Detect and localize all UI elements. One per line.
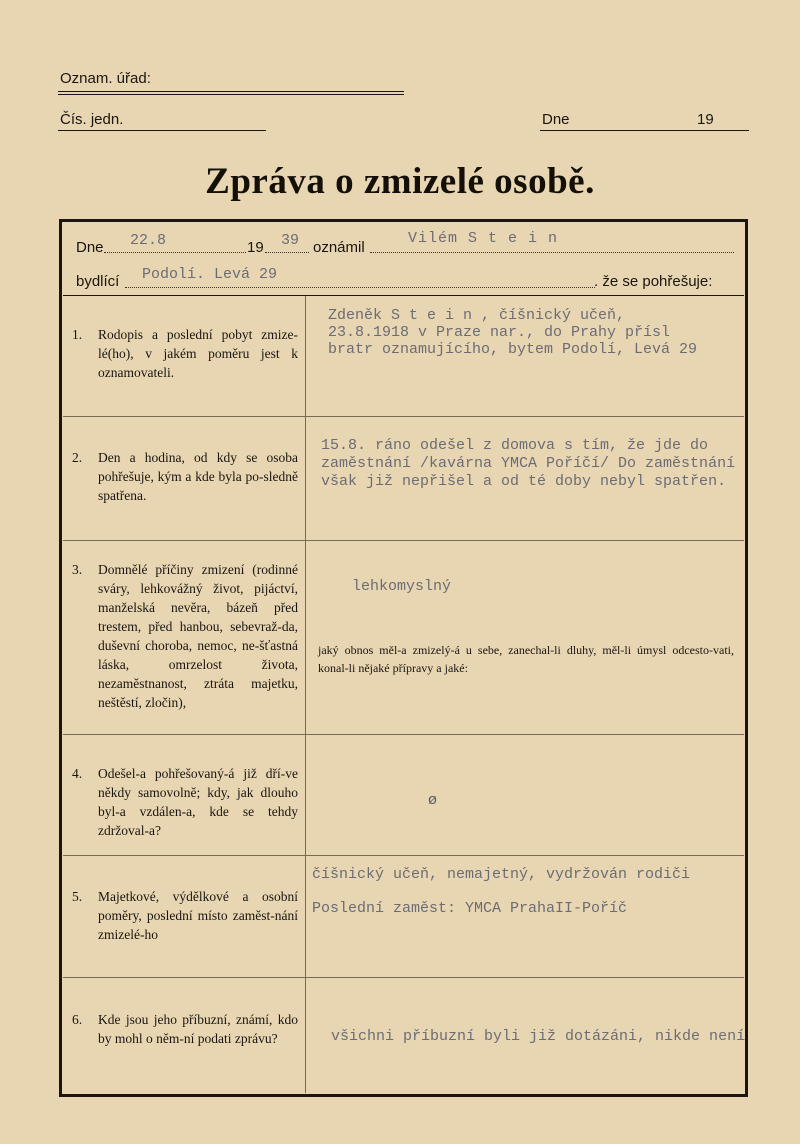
report-date-label: Dne	[76, 239, 104, 256]
residence-label: bydlící	[76, 273, 120, 290]
missing-label: . že se pohřešuje:	[594, 273, 713, 290]
report-year-prefix: 19	[247, 239, 264, 256]
question-5-text: Majetkové, výdělkové a osobní poměry, poslední místo zaměst-nání zmizelé-ho	[98, 889, 298, 942]
table-top-rule	[63, 295, 744, 296]
question-5-number: 5.	[72, 889, 83, 904]
question-6-text: Kde jsou jeho příbuzní, známí, kdo by mohl o něm-ní podati zprávu?	[98, 1012, 298, 1046]
office-rule-top	[58, 91, 404, 92]
answer-4: ø	[428, 792, 438, 809]
report-year-dots	[265, 252, 309, 253]
answer-6: všichni příbuzní byli již dotázáni, nikde není	[331, 1028, 746, 1045]
reporter-dots	[370, 252, 734, 253]
reporter-label: oznámil	[313, 239, 365, 256]
subquestion-3: jaký obnos měl-a zmizelý-á u sebe, zanechal-li dluhy, měl-li úmysl odcesto-vati, konal-li nějaké přípravy a jaké:	[318, 643, 734, 675]
office-rule-bottom	[58, 94, 404, 95]
residence-value: Podolí. Levá 29	[142, 266, 278, 283]
question-1-text: Rodopis a poslední pobyt zmize-lé(ho), v jakém poměru jest k oznamovateli.	[98, 327, 298, 380]
answer-5-line-2: Poslední zaměst: YMCA PrahaII-Poříč	[312, 900, 628, 917]
answer-1-line-1: Zdeněk S t e i n , číšnický učeň,	[328, 307, 626, 324]
question-6-number: 6.	[72, 1012, 83, 1027]
residence-dots	[125, 287, 595, 288]
question-3-number: 3.	[72, 562, 83, 577]
row-divider-4	[63, 855, 744, 856]
page-title: Zpráva o zmizelé osobě.	[205, 161, 595, 202]
question-4-number: 4.	[72, 766, 83, 781]
report-date-dots	[104, 252, 246, 253]
report-year-value: 39	[281, 232, 300, 249]
row-divider-5	[63, 977, 744, 978]
header-year-prefix: 19	[697, 111, 714, 128]
answer-1-line-3: bratr oznamujícího, bytem Podolí, Levá 29	[328, 341, 698, 358]
answer-3: lehkomyslný	[352, 578, 452, 595]
question-4-text: Odešel-a pohřešovaný-á již dří-ve někdy samovolně; kdy, jak dlouho byl-a vzdálen-a, kde se tehdy zdržoval-a?	[98, 766, 298, 838]
question-3-text: Domnělé příčiny zmizení (rodinné sváry, lehkovážný život, pijáctví, manželská nevěra, bázeň před trestem, před hanbou, sebevraž-da, duševní choroba, nemoc, ne-šťastná láska, omrzelost života, nezaměstnanost, ztráta majetku, neštěstí, zločin),	[98, 562, 298, 710]
row-divider-3	[63, 734, 744, 735]
question-2-number: 2.	[72, 450, 83, 465]
ref-rule	[58, 130, 266, 131]
header-date-label: Dne	[542, 111, 570, 128]
ref-label: Čís. jedn.	[60, 111, 124, 128]
reporter-value: Vilém S t e i n	[408, 230, 559, 247]
row-divider-1	[63, 416, 744, 417]
answer-1-line-2: 23.8.1918 v Praze nar., do Prahy přísl	[328, 324, 671, 341]
answer-5-line-1: číšnický učeň, nemajetný, vydržován rodiči	[312, 866, 691, 883]
report-date-value: 22.8	[130, 232, 167, 249]
answer-2-line-3: však již nepřišel a od té doby nebyl spatřen.	[321, 473, 727, 490]
answer-2-line-1: 15.8. ráno odešel z domova s tím, že jde do	[321, 437, 709, 454]
office-label: Oznam. úřad:	[60, 70, 151, 87]
header-date-rule	[540, 130, 749, 131]
question-2-text: Den a hodina, od kdy se osoba pohřešuje, kým a kde byla po-sledně spatřena.	[98, 450, 298, 503]
answer-2-line-2: zaměstnání /kavárna YMCA Poříčí/ Do zaměstnání	[321, 455, 736, 472]
question-1-number: 1.	[72, 327, 83, 342]
row-divider-2	[63, 540, 744, 541]
